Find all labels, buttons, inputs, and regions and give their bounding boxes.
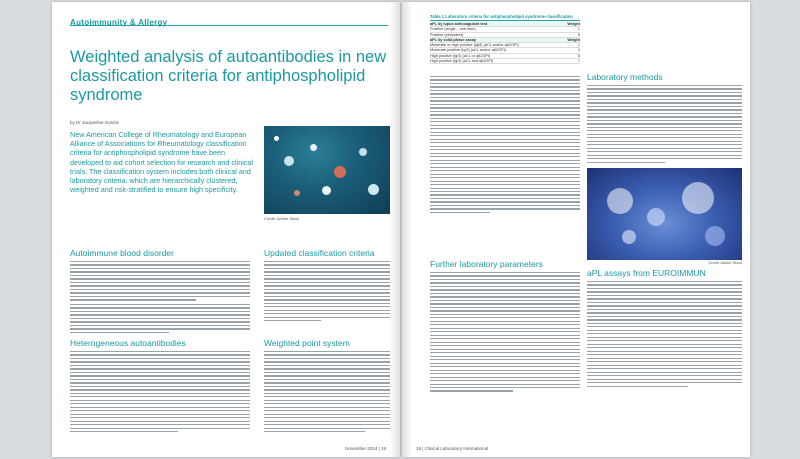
photo-caption: Credit: Adobe Stock <box>708 261 742 265</box>
right-page <box>402 2 750 457</box>
lab-photo <box>587 168 742 260</box>
table-row <box>430 59 580 64</box>
body-text-block <box>264 351 390 435</box>
heading-heterogeneous-autoantibodies: Heterogeneous autoantibodies <box>70 338 186 348</box>
heading-further-laboratory-parameters: Further laboratory parameters <box>430 259 543 269</box>
heading-updated-classification-criteria: Updated classification criteria <box>264 248 375 258</box>
table-cell: Positive (single – one time) <box>430 27 476 32</box>
table-cell: 4 <box>577 48 580 53</box>
body-text-block <box>587 281 742 389</box>
table-cell: 5 <box>577 32 580 37</box>
body-text-block <box>430 272 580 394</box>
table-weight-header: Weight <box>567 22 580 26</box>
image-caption: Credit: Adobe Stock <box>264 216 300 221</box>
section-label: Autoimmunity & Allergy <box>70 18 168 27</box>
hero-image <box>264 126 390 214</box>
body-text-block <box>587 85 742 165</box>
table-cell: 1 <box>577 27 580 32</box>
body-text-block <box>430 76 580 215</box>
heading-apl-assays-from-euroimmun: aPL assays from EUROIMMUN <box>587 268 706 278</box>
heading-autoimmune-blood-disorder: Autoimmune blood disorder <box>70 248 174 258</box>
lead-paragraph: New American College of Rheumatology and European Alliance of Associations for Rheumatology classification criteria for antiphospholipid syndrome have been developed to aid cohort selection for research and clinical trials. The classification system includes both clinical and laboratory criteria, which are hierarchically clustered, weighted and risk-stratified to ensure high specificity. <box>70 130 253 195</box>
table-cell: Positive (persistent) <box>430 32 464 37</box>
table-section-head: aPL by lupus anticoagulant test <box>430 22 488 26</box>
table-cell: 5 <box>577 53 580 58</box>
body-text-block <box>70 261 250 303</box>
heading-weighted-point-system: Weighted point system <box>264 338 350 348</box>
left-page <box>52 2 400 457</box>
heading-laboratory-methods: Laboratory methods <box>587 72 663 82</box>
table-cell: Moderate positive (IgG) (aCL and/or aβ2GPI) <box>430 48 506 53</box>
byline: by Dr Jacqueline Gosink <box>70 120 119 125</box>
body-text-block <box>70 351 250 435</box>
table-cell: 7 <box>577 59 580 64</box>
table-section-head: aPL by solid-phase assay <box>430 37 477 42</box>
table-caption: Table 1 Laboratory criteria for antiphospholipid syndrome classification <box>430 14 580 21</box>
table-cell: High positive (IgG) (aCL or aβ2GPI) <box>430 53 491 58</box>
page-footer: November 2024 | 15 <box>345 446 386 451</box>
table-cell: 1 <box>577 43 580 48</box>
table-cell: Moderate or high positive (IgM) (aCL and/or aβ2GPI) <box>430 43 519 48</box>
body-text-block <box>264 261 390 324</box>
table-weight-header: Weight <box>567 37 580 42</box>
article-title: Weighted analysis of autoantibodies in new classification criteria for antiphospholipid syndrome <box>70 48 387 104</box>
table-cell: High positive (IgG) (aCL and aβ2GPI) <box>430 59 494 64</box>
laboratory-criteria-table <box>430 14 580 64</box>
page-footer: 16 | Clinical Laboratory International <box>416 446 488 451</box>
section-header <box>70 12 388 26</box>
body-text-block <box>70 304 250 335</box>
